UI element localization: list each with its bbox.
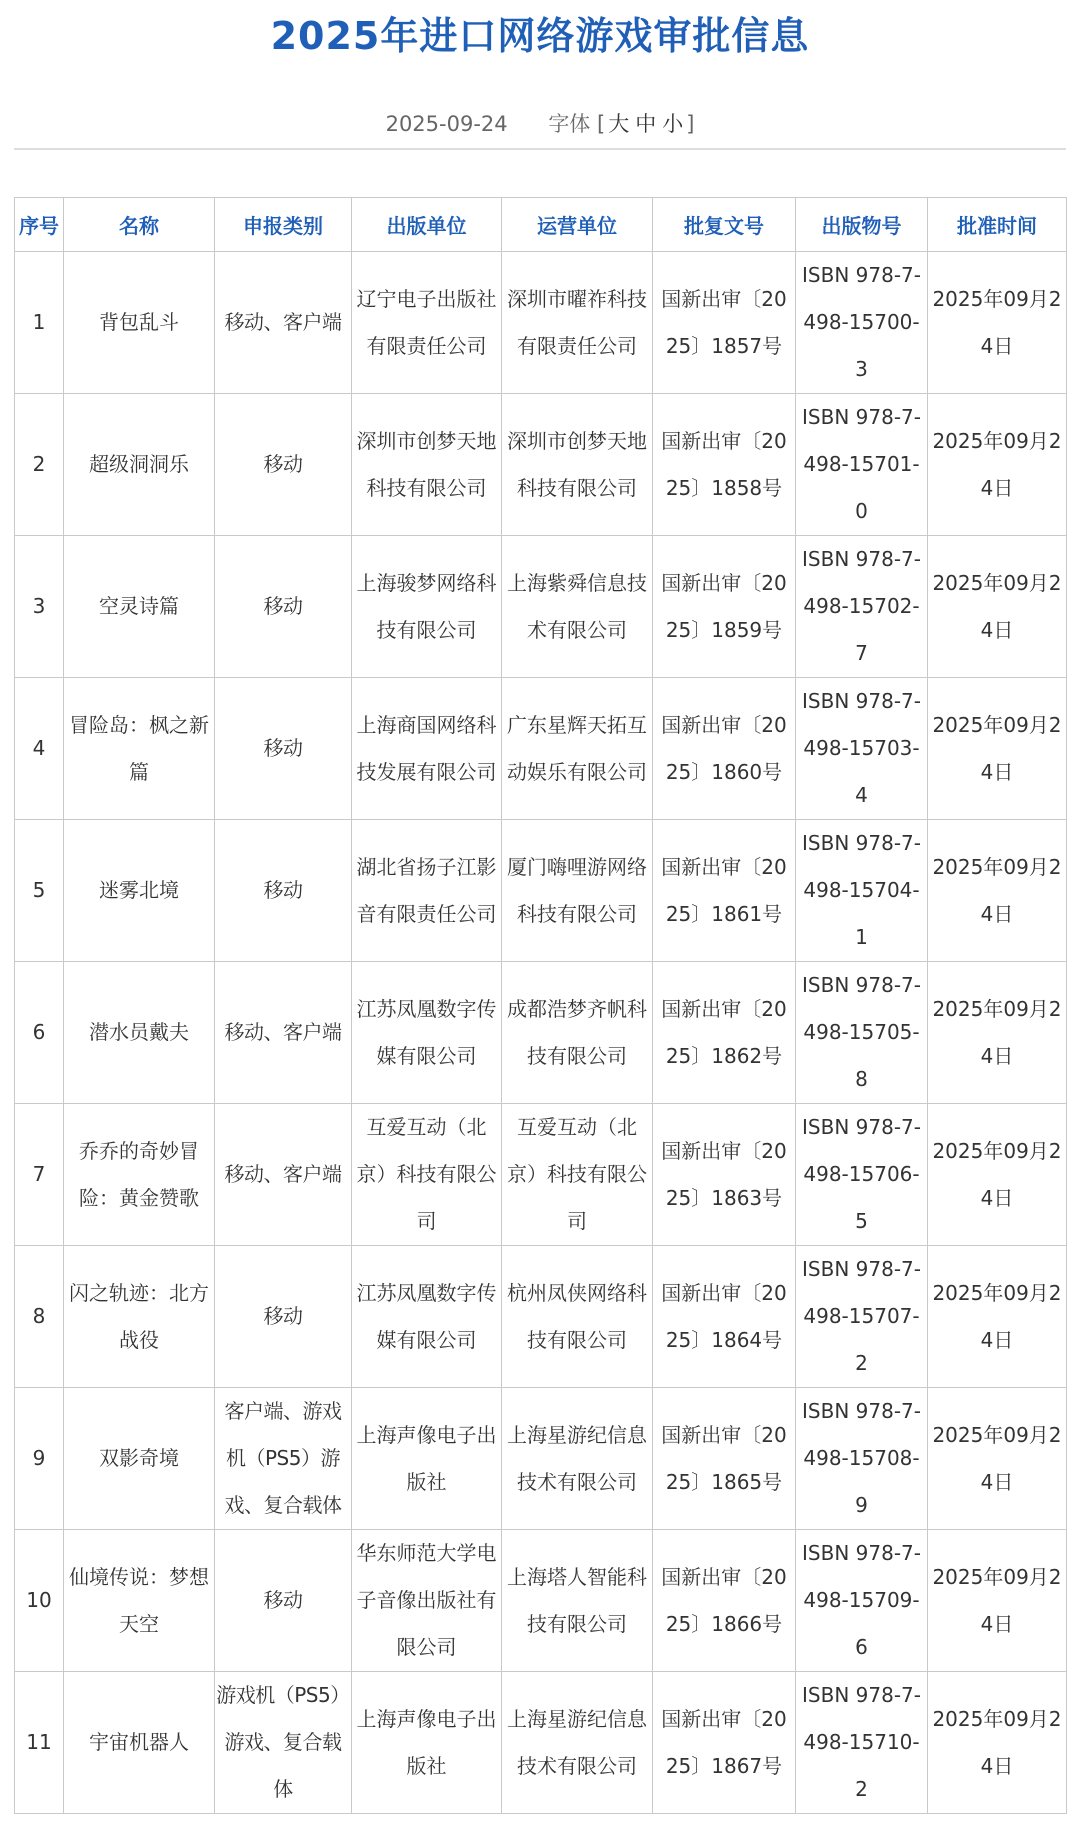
cell-operator: 上海星游纪信息技术有限公司 [502,1672,653,1814]
cell-publisher: 江苏凤凰数字传媒有限公司 [352,1246,502,1388]
cell-index: 8 [15,1246,64,1388]
font-size-large-button[interactable]: 大 [608,112,630,136]
cell-category: 移动 [215,678,352,820]
cell-category: 移动、客户端 [215,962,352,1104]
cell-index: 9 [15,1388,64,1530]
header-operator: 运营单位 [502,198,653,252]
header-publisher: 出版单位 [352,198,502,252]
cell-approval-number: 国新出审〔2025〕1865号 [653,1388,796,1530]
font-size-label: 字体 [548,112,591,136]
cell-approval-number: 国新出审〔2025〕1858号 [653,394,796,536]
cell-publisher: 湖北省扬子江影音有限责任公司 [352,820,502,962]
cell-publisher: 辽宁电子出版社有限责任公司 [352,252,502,394]
cell-category: 移动 [215,1530,352,1672]
table-row [15,1672,1067,1814]
cell-game-name: 冒险岛：枫之新篇 [64,678,215,820]
cell-isbn: ISBN 978-7-498-15707-2 [796,1246,928,1388]
cell-operator: 上海塔人智能科技有限公司 [502,1530,653,1672]
cell-index: 1 [15,252,64,394]
cell-game-name: 背包乱斗 [64,252,215,394]
cell-publisher: 互爱互动（北京）科技有限公司 [352,1104,502,1246]
page-title: 2025年进口网络游戏审批信息 [270,14,810,58]
font-size-medium-button[interactable]: 中 [635,112,657,136]
font-size-small-button[interactable]: 小 [662,112,684,136]
cell-operator: 上海紫舜信息技术有限公司 [502,536,653,678]
cell-publisher: 深圳市创梦天地科技有限公司 [352,394,502,536]
cell-operator: 广东星辉天拓互动娱乐有限公司 [502,678,653,820]
cell-isbn: ISBN 978-7-498-15700-3 [796,252,928,394]
table-body [15,252,1067,1814]
table-row [15,962,1067,1104]
cell-category: 客户端、游戏机（PS5）游戏、复合载体 [215,1388,352,1530]
cell-isbn: ISBN 978-7-498-15706-5 [796,1104,928,1246]
cell-approval-date: 2025年09月24日 [928,252,1067,394]
cell-isbn: ISBN 978-7-498-15702-7 [796,536,928,678]
table-row [15,1104,1067,1246]
cell-operator: 深圳市创梦天地科技有限公司 [502,394,653,536]
cell-approval-date: 2025年09月24日 [928,1672,1067,1814]
article-meta [0,108,1080,140]
header-divider [14,148,1066,150]
cell-category: 移动、客户端 [215,252,352,394]
cell-isbn: ISBN 978-7-498-15705-8 [796,962,928,1104]
cell-approval-date: 2025年09月24日 [928,1246,1067,1388]
cell-index: 11 [15,1672,64,1814]
cell-category: 移动 [215,394,352,536]
publish-date: 2025-09-24 [385,112,508,136]
cell-category: 游戏机（PS5）游戏、复合载体 [215,1672,352,1814]
cell-category: 移动 [215,536,352,678]
cell-publisher: 华东师范大学电子音像出版社有限公司 [352,1530,502,1672]
cell-approval-date: 2025年09月24日 [928,1388,1067,1530]
cell-approval-number: 国新出审〔2025〕1867号 [653,1672,796,1814]
table-row [15,678,1067,820]
table-row [15,1388,1067,1530]
cell-operator: 杭州凤侠网络科技有限公司 [502,1246,653,1388]
cell-approval-number: 国新出审〔2025〕1866号 [653,1530,796,1672]
cell-operator: 深圳市曜祚科技有限责任公司 [502,252,653,394]
cell-publisher: 上海骏梦网络科技有限公司 [352,536,502,678]
cell-approval-date: 2025年09月24日 [928,394,1067,536]
cell-game-name: 迷雾北境 [64,820,215,962]
cell-isbn: ISBN 978-7-498-15704-1 [796,820,928,962]
cell-category: 移动、客户端 [215,1104,352,1246]
cell-game-name: 宇宙机器人 [64,1672,215,1814]
cell-index: 5 [15,820,64,962]
table-header [15,198,1067,252]
cell-approval-number: 国新出审〔2025〕1860号 [653,678,796,820]
cell-approval-date: 2025年09月24日 [928,536,1067,678]
table-row [15,252,1067,394]
cell-operator: 上海星游纪信息技术有限公司 [502,1388,653,1530]
cell-category: 移动 [215,820,352,962]
cell-publisher: 上海声像电子出版社 [352,1388,502,1530]
cell-approval-date: 2025年09月24日 [928,820,1067,962]
header-approval-number: 批复文号 [653,198,796,252]
cell-isbn: ISBN 978-7-498-15703-4 [796,678,928,820]
cell-approval-number: 国新出审〔2025〕1864号 [653,1246,796,1388]
cell-index: 6 [15,962,64,1104]
cell-approval-date: 2025年09月24日 [928,678,1067,820]
cell-approval-number: 国新出审〔2025〕1861号 [653,820,796,962]
cell-index: 2 [15,394,64,536]
table-row [15,820,1067,962]
cell-approval-date: 2025年09月24日 [928,1104,1067,1246]
cell-approval-number: 国新出审〔2025〕1862号 [653,962,796,1104]
header-approval-date: 批准时间 [928,198,1067,252]
cell-isbn: ISBN 978-7-498-15701-0 [796,394,928,536]
approval-table [14,197,1067,1814]
font-size-control [548,112,694,136]
table-header-row [15,198,1067,252]
cell-game-name: 仙境传说：梦想天空 [64,1530,215,1672]
cell-publisher: 上海商国网络科技发展有限公司 [352,678,502,820]
cell-category: 移动 [215,1246,352,1388]
bracket-open: [ [597,112,606,136]
cell-approval-number: 国新出审〔2025〕1863号 [653,1104,796,1246]
cell-game-name: 双影奇境 [64,1388,215,1530]
cell-isbn: ISBN 978-7-498-15710-2 [796,1672,928,1814]
cell-index: 4 [15,678,64,820]
cell-operator: 互爱互动（北京）科技有限公司 [502,1104,653,1246]
header-index: 序号 [15,198,64,252]
cell-approval-number: 国新出审〔2025〕1859号 [653,536,796,678]
header-isbn: 出版物号 [796,198,928,252]
cell-game-name: 空灵诗篇 [64,536,215,678]
cell-index: 3 [15,536,64,678]
cell-game-name: 乔乔的奇妙冒险：黄金赞歌 [64,1104,215,1246]
table-row [15,1530,1067,1672]
cell-publisher: 江苏凤凰数字传媒有限公司 [352,962,502,1104]
cell-index: 7 [15,1104,64,1246]
cell-isbn: ISBN 978-7-498-15708-9 [796,1388,928,1530]
cell-approval-number: 国新出审〔2025〕1857号 [653,252,796,394]
bracket-close: ] [686,112,695,136]
cell-approval-date: 2025年09月24日 [928,1530,1067,1672]
cell-publisher: 上海声像电子出版社 [352,1672,502,1814]
cell-operator: 厦门嗨哩游网络科技有限公司 [502,820,653,962]
cell-operator: 成都浩梦齐帆科技有限公司 [502,962,653,1104]
table-row [15,1246,1067,1388]
cell-isbn: ISBN 978-7-498-15709-6 [796,1530,928,1672]
header-name: 名称 [64,198,215,252]
cell-index: 10 [15,1530,64,1672]
cell-game-name: 超级洞洞乐 [64,394,215,536]
cell-approval-date: 2025年09月24日 [928,962,1067,1104]
cell-game-name: 闪之轨迹：北方战役 [64,1246,215,1388]
table-row [15,536,1067,678]
cell-game-name: 潜水员戴夫 [64,962,215,1104]
table-row [15,394,1067,536]
header-category: 申报类别 [215,198,352,252]
